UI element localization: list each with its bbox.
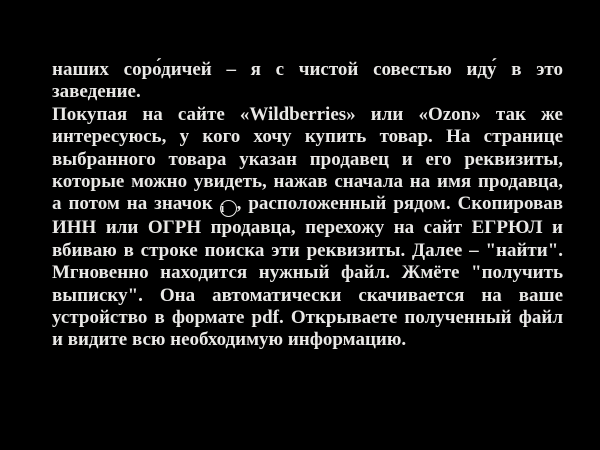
text-line: и видите всю необходимую информацию. bbox=[52, 329, 407, 351]
text-line: Покупая на сайте «Wildberries» или «Ozon» так же bbox=[52, 103, 563, 125]
text-line: которые можно увидеть, нажав сначала на имя продавца, bbox=[52, 171, 563, 193]
text-line bbox=[52, 193, 563, 217]
text-line: устройство в формате pdf. Открываете полученный файл bbox=[52, 307, 563, 329]
text-segment: а потом на значок bbox=[52, 193, 220, 215]
text-line: выбранного товара указан продавец и его реквизиты, bbox=[52, 148, 563, 170]
subtitle-text-block bbox=[52, 59, 563, 352]
text-line: Мгновенно находится нужный файл. Жмёте "получить bbox=[52, 262, 563, 284]
text-line: вбиваю в строке поиска эти реквизиты. Далее – "найти". bbox=[52, 239, 563, 261]
text-segment: , расположенный рядом. Скопировав bbox=[236, 193, 564, 215]
text-line: интересуюсь, у кого хочу купить товар. На странице bbox=[52, 126, 563, 148]
text-line: заведение. bbox=[52, 81, 141, 103]
info-icon: i bbox=[220, 200, 237, 217]
text-line: ИНН или ОГРН продавца, перехожу на сайт ЕГРЮЛ и bbox=[52, 217, 563, 239]
text-line: выписку". Она автоматически скачивается на ваше bbox=[52, 284, 563, 306]
text-line: наших соро́дичей – я с чистой совестью иду́ в это bbox=[52, 59, 563, 80]
